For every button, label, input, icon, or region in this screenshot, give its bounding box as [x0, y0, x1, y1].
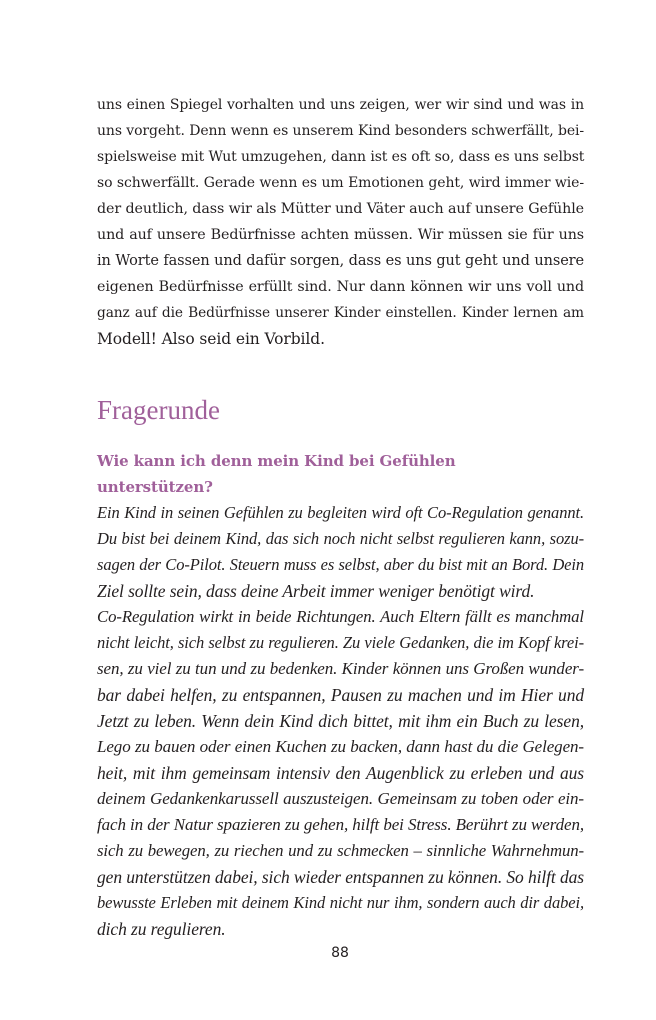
answer-line: bewusste Erleben mit deinem Kind nicht nur ihm, sondern auch dir dabei,: [97, 893, 584, 913]
question-heading: [97, 448, 584, 500]
intro-line: ganz auf die Bedürfnisse unserer Kinder einstellen. Kinder lernen am: [97, 305, 584, 321]
intro-line: so schwerfällt. Gerade wenn es um Emotionen geht, wird immer wie-: [97, 175, 584, 191]
intro-line: der deutlich, dass wir als Mütter und Väter auch auf unsere Gefühle: [97, 201, 584, 217]
intro-line: und auf unsere Bedürfnisse achten müssen. Wir müssen sie für uns: [97, 227, 584, 243]
answer-line: nicht leicht, sich selbst zu regulieren. Zu viele Gedanken, die im Kopf krei-: [97, 633, 584, 653]
answer-line: Lego zu bauen oder einen Kuchen zu backen, dann hast du die Gelegen-: [97, 737, 584, 757]
answer-line: heit, mit ihm gemeinsam intensiv den Augenblick zu erleben und aus: [97, 763, 584, 784]
question-line: unterstützen?: [97, 478, 213, 497]
book-page: [97, 92, 584, 942]
answer-line: sen, zu viel zu tun und zu bedenken. Kinder können uns Großen wunder-: [97, 659, 584, 679]
answer-line: fach in der Natur spazieren zu gehen, hilft bei Stress. Berührt zu werden,: [97, 815, 584, 835]
intro-paragraph: [97, 92, 584, 352]
answer-line: Ein Kind in seinen Gefühlen zu begleiten wird oft Co-Regulation genannt.: [97, 503, 584, 523]
intro-line: in Worte fassen und dafür sorgen, dass es uns gut geht und unsere: [97, 253, 584, 269]
answer-line: sagen der Co-Pilot. Steuern muss es selbst, aber du bist mit an Bord. Dein: [97, 555, 584, 575]
answer-paragraph: [97, 500, 584, 942]
intro-line: spielsweise mit Wut umzugehen, dann ist es oft so, dass es uns selbst: [97, 149, 585, 165]
answer-line: Du bist bei deinem Kind, das sich noch nicht selbst regulieren kann, sozu-: [97, 529, 584, 549]
page-number: 88: [331, 945, 349, 961]
answer-line: dich zu regulieren.: [97, 919, 226, 940]
answer-line: sich zu bewegen, zu riechen und zu schmecken – sinnliche Wahrnehmun-: [97, 841, 584, 861]
answer-line: bar dabei helfen, zu entspannen, Pausen zu machen und im Hier und: [97, 685, 584, 706]
answer-line: gen unterstützen dabei, sich wieder entspannen zu können. So hilft das: [97, 867, 584, 888]
intro-line: Modell! Also seid ein Vorbild.: [97, 330, 325, 348]
intro-line: eigenen Bedürfnisse erfüllt sind. Nur dann können wir uns voll und: [97, 279, 584, 295]
intro-line: uns vorgeht. Denn wenn es unserem Kind besonders schwerfällt, bei-: [97, 123, 585, 139]
answer-line: Co-Regulation wirkt in beide Richtungen. Auch Eltern fällt es manchmal: [97, 607, 584, 627]
section-heading: Fragerunde: [97, 395, 220, 425]
answer-line: Ziel sollte sein, dass deine Arbeit immer weniger benötigt wird.: [97, 581, 535, 602]
answer-line: deinem Gedankenkarussell auszusteigen. Gemeinsam zu toben oder ein-: [97, 789, 584, 809]
intro-line: uns einen Spiegel vorhalten und uns zeigen, wer wir sind und was in: [97, 97, 584, 113]
answer-line: Jetzt zu leben. Wenn dein Kind dich bittet, mit ihm ein Buch zu lesen,: [97, 711, 584, 732]
question-line: Wie kann ich denn mein Kind bei Gefühlen: [97, 452, 456, 471]
